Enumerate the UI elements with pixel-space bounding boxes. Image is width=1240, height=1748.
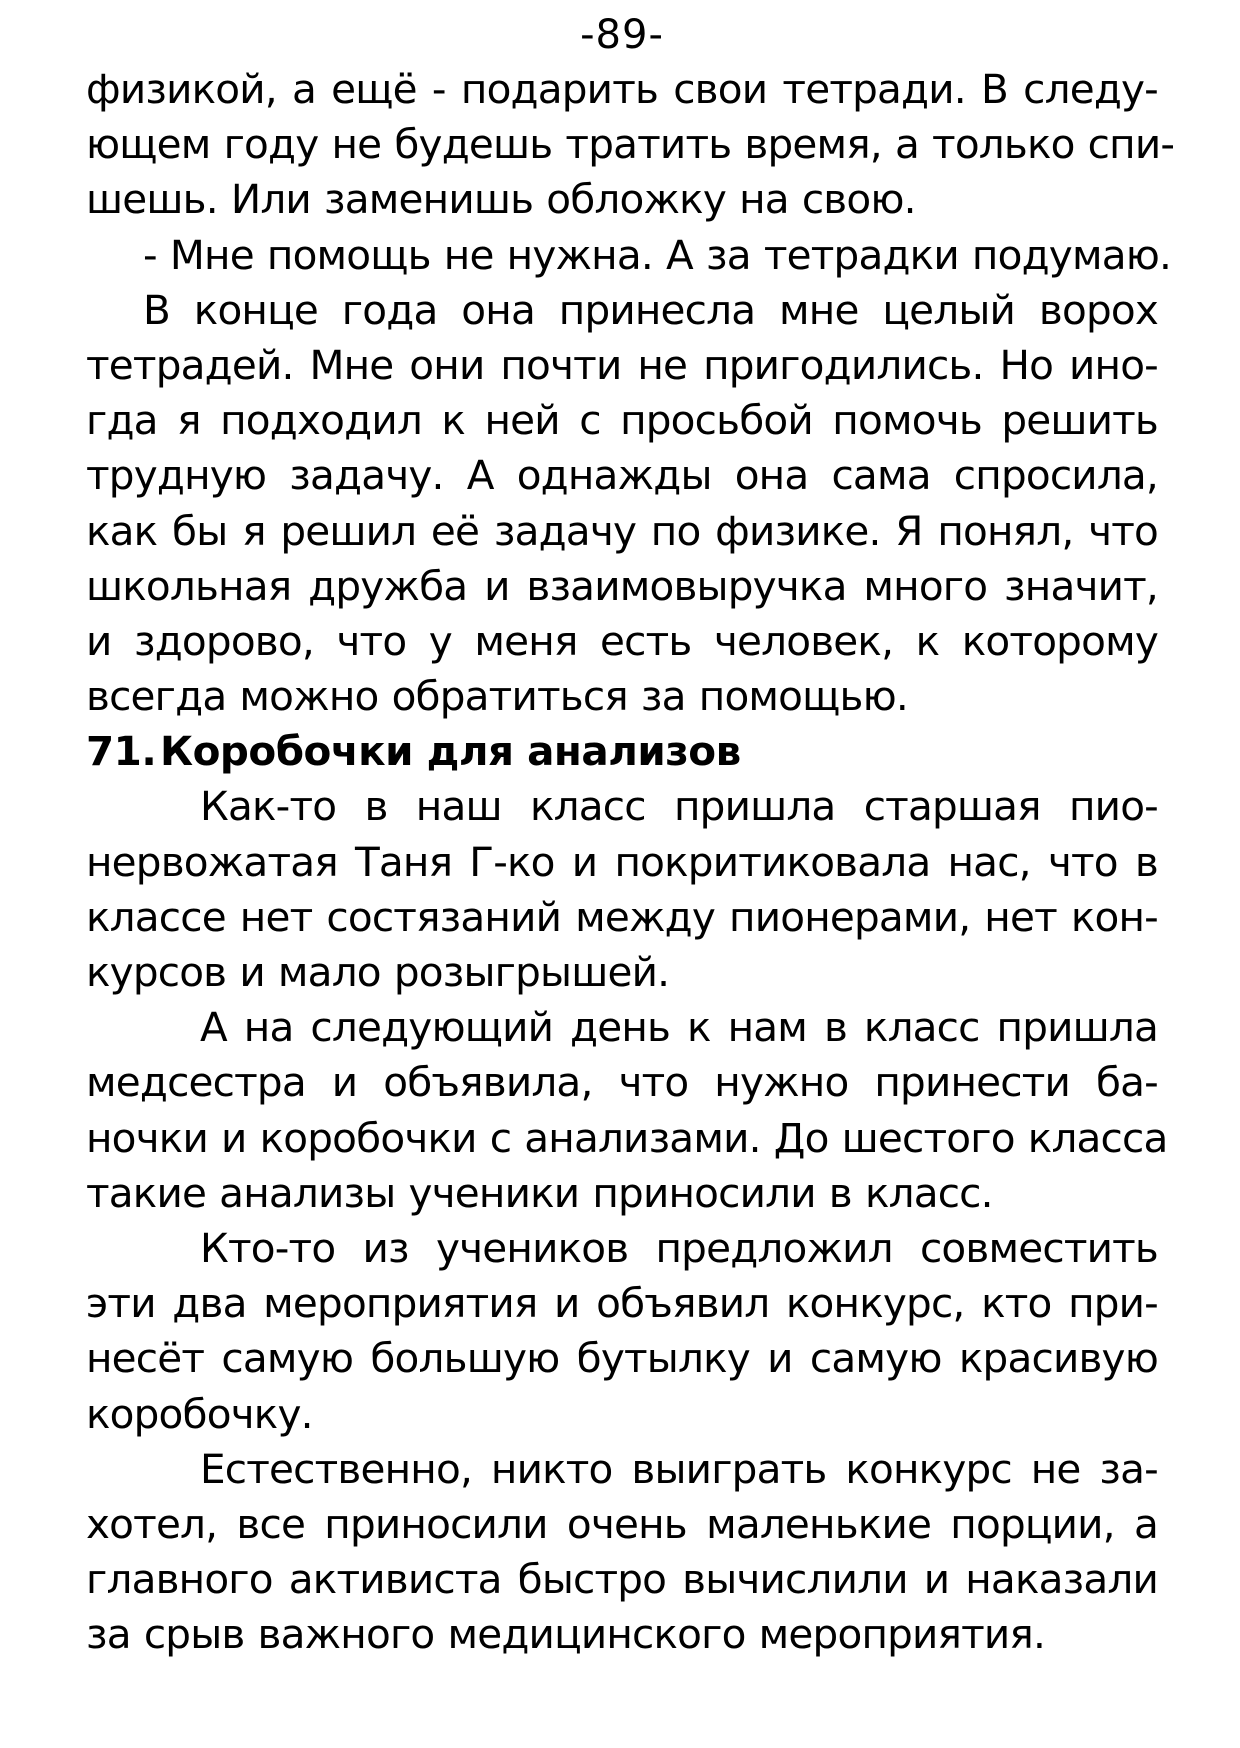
text-line: гда я подходил к ней с просьбой помочь решить [86, 396, 1158, 445]
text-before-heading [86, 62, 1175, 724]
text-line: за срыв важного медицинского мероприятия. [86, 1610, 1046, 1659]
text-after-heading [86, 779, 1168, 1662]
text-line: Естественно, никто выиграть конкурс не за- [200, 1444, 1158, 1493]
text-line: курсов и мало розыгрышей. [86, 948, 670, 997]
page-number: -89- [580, 12, 664, 58]
text-line: - Мне помощь не нужна. А за тетрадки подумаю. [143, 230, 1172, 279]
text-line: шешь. Или заменишь обложку на свою. [86, 175, 916, 224]
text-line: А на следующий день к нам в класс пришла [200, 1003, 1158, 1052]
text-line: ночки и коробочки с анализами. До шестого класса [86, 1113, 1168, 1162]
section-title: Коробочки для анализов [160, 727, 741, 776]
section-number: 71. [86, 727, 157, 776]
text-line: несёт самую большую бутылку и самую красивую [86, 1334, 1158, 1383]
text-line: и здорово, что у меня есть человек, к которому [86, 616, 1158, 665]
text-line: классе нет состязаний между пионерами, нет кон- [86, 892, 1158, 941]
text-line: как бы я решил её задачу по физике. Я понял, что [86, 506, 1158, 555]
text-line: Кто-то из учеников предложил совместить [200, 1223, 1158, 1272]
text-line: ющем году не будешь тратить время, а только спи- [86, 120, 1175, 169]
text-line: эти два мероприятия и объявил конкурс, кто при- [86, 1279, 1158, 1328]
text-line: такие анализы ученики приносили в класс. [86, 1168, 993, 1217]
text-line: В конце года она принесла мне целый ворох [143, 285, 1158, 334]
section-heading [86, 724, 1158, 779]
text-line: коробочку. [86, 1389, 313, 1438]
text-line: трудную задачу. А однажды она сама спросила, [86, 451, 1158, 500]
text-line: школьная дружба и взаимовыручка много значит, [86, 561, 1158, 610]
text-line: Как-то в наш класс пришла старшая пио- [200, 782, 1158, 831]
text-line: тетрадей. Мне они почти не пригодились. Но ино- [86, 340, 1158, 389]
document-page [86, 0, 1175, 1662]
text-line: хотел, все приносили очень маленькие порции, а [86, 1499, 1158, 1548]
text-line: медсестра и объявила, что нужно принести ба- [86, 1058, 1158, 1107]
text-line: физикой, а ещё - подарить свои тетради. В следу- [86, 65, 1158, 113]
text-line: главного активиста быстро вычислили и наказали [86, 1555, 1158, 1604]
text-line: нервожатая Таня Г-ко и покритиковала нас, что в [86, 837, 1158, 886]
text-line: всегда можно обратиться за помощью. [86, 672, 908, 721]
